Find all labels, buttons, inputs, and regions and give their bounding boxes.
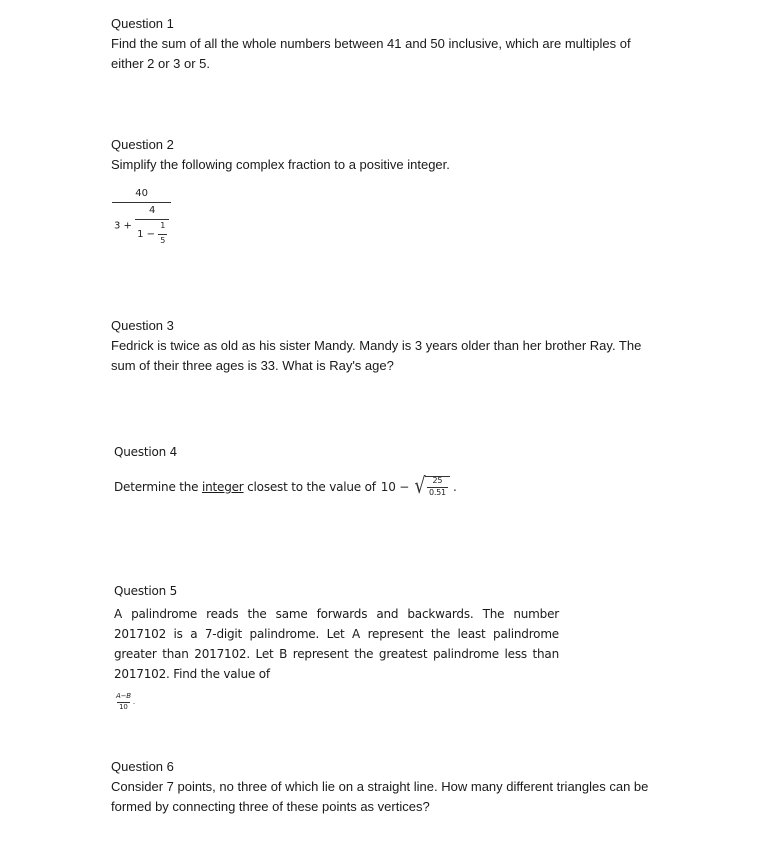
- radical-sign-icon: √: [414, 474, 426, 499]
- question-4-underlined-word: integer: [201, 480, 244, 494]
- question-3-text: Fedrick is twice as old as his sister Mandy. Mandy is 3 years older than her brother Ray. The sum of their three ages is 33. What is Ray's age?: [111, 338, 642, 373]
- sqrt-numerator: 25: [432, 476, 443, 486]
- question-3-title: Question 3: [111, 318, 174, 333]
- question-2-text: Simplify the following complex fraction to a positive integer.: [111, 157, 450, 172]
- fraction-trail: .: [132, 698, 135, 707]
- fraction-numerator: A−B: [116, 692, 131, 700]
- fraction-denominator: 10: [119, 702, 128, 711]
- question-4-text: [114, 476, 674, 498]
- sqrt-denominator: 0.51: [428, 488, 446, 497]
- question-5: [114, 581, 559, 712]
- question-3: [111, 316, 656, 376]
- question-1-text: Find the sum of all the whole numbers between 41 and 50 inclusive, which are multiples of either 2 or 3 or 5.: [111, 36, 631, 71]
- question-5-title: Question 5: [114, 584, 178, 598]
- question-4-text-before: Determine the: [114, 480, 202, 494]
- question-4-text-after: closest to the value of: [243, 480, 376, 494]
- question-1: [111, 14, 656, 74]
- question-2-complex-fraction: [112, 188, 171, 246]
- question-5-fraction: [114, 692, 135, 712]
- innermost-denominator: 5: [160, 235, 166, 245]
- square-root: [413, 476, 450, 498]
- innermost-numerator: 1: [160, 221, 166, 230]
- question-4-expression: [381, 476, 457, 498]
- question-5-text: A palindrome reads the same forwards and backwards. The number 2017102 is a 7-digit palindrome. Let A represent the least palindrome greater than 2017102. Let B represent the greatest palindrome less than 2017102. Find the value of: [114, 607, 559, 681]
- question-2: [111, 135, 656, 175]
- expression-lead: 10 −: [380, 480, 410, 494]
- expression-trail: .: [452, 480, 457, 494]
- question-4-title: Question 4: [114, 445, 178, 459]
- question-2-title: Question 2: [111, 137, 174, 152]
- question-6: [111, 757, 656, 817]
- question-6-title: Question 6: [111, 759, 174, 774]
- inner-den-lead: 1 −: [137, 228, 156, 240]
- question-4: [114, 442, 674, 498]
- question-6-text: Consider 7 points, no three of which lie on a straight line. How many different triangles can be formed by connecting three of these points as vertices?: [111, 779, 649, 814]
- question-1-title: Question 1: [111, 16, 174, 31]
- fraction-den-lead: 3 +: [114, 220, 132, 232]
- fraction-numerator: 40: [135, 188, 149, 199]
- inner-numerator: 4: [149, 205, 156, 216]
